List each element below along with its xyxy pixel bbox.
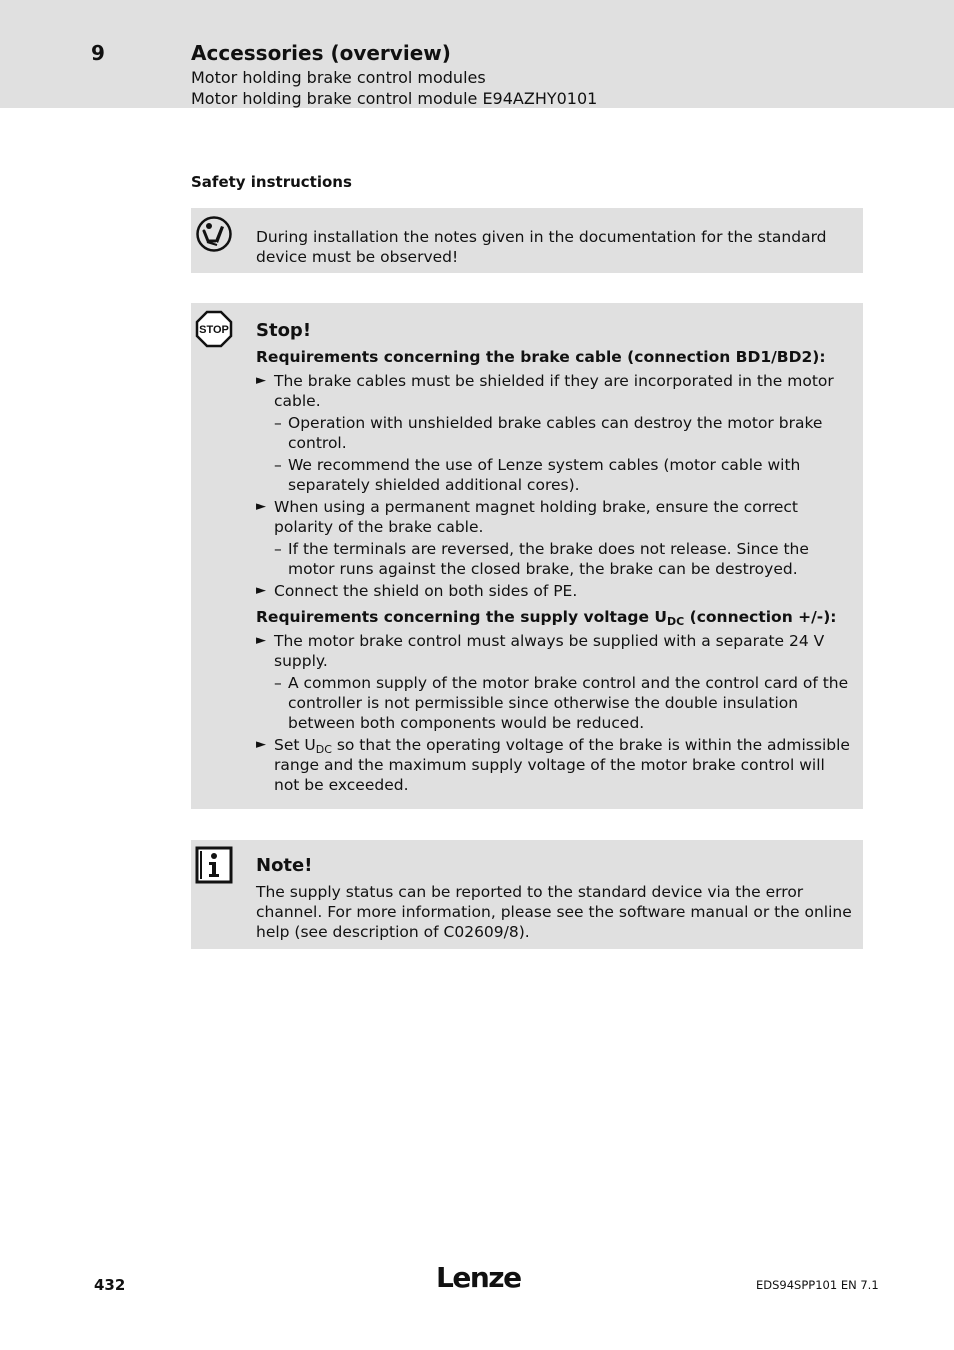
- info-box-text: During installation the notes given in the documentation for the standard device must be observed!: [256, 228, 827, 266]
- stop-heading: Stop!: [256, 320, 312, 341]
- list-item: ► When using a permanent magnet holding brake, ensure the correct polarity of the brake cable.: [256, 498, 798, 536]
- read-documentation-icon: [195, 215, 233, 257]
- info-box: [191, 208, 863, 273]
- bullet-arrow-icon: ►: [256, 633, 266, 648]
- list-item: ► The brake cables must be shielded if they are incorporated in the motor cable.: [256, 372, 834, 410]
- page-header: [0, 0, 954, 108]
- stop-box-content: [256, 319, 853, 797]
- info-icon: [195, 846, 233, 888]
- header-subtitle-2: Motor holding brake control module E94AZHY0101: [191, 89, 598, 108]
- chapter-number: 9: [91, 41, 105, 65]
- list-sub-item: – We recommend the use of Lenze system cables (motor cable with separately shielded additional cores).: [274, 456, 801, 494]
- stop-sign-label: STOP: [199, 324, 229, 336]
- note-text: The supply status can be reported to the standard device via the error channel. For more information, please see the software manual or the online help (see description of C02609/8).: [256, 883, 852, 941]
- stop-sign-icon: [195, 310, 233, 352]
- note-box: [191, 840, 863, 949]
- stop-box: [191, 303, 863, 809]
- bullet-arrow-icon: ►: [256, 737, 266, 752]
- requirements-supply-voltage-heading: Requirements concerning the supply voltage $U_{DC}$ (connection +/-):: [256, 608, 837, 628]
- header-subtitle-1: Motor holding brake control modules: [191, 68, 486, 87]
- bullet-arrow-icon: ►: [256, 373, 266, 388]
- document-id: EDS94SPP101 EN 7.1: [756, 1278, 879, 1292]
- list-sub-item: – If the terminals are reversed, the brake does not release. Since the motor runs against the closed brake, the brake can be destroyed.: [274, 540, 809, 578]
- bullet-arrow-icon: ►: [256, 583, 266, 598]
- bullet-arrow-icon: ►: [256, 499, 266, 514]
- list-item: ► Set $U_{DC}$ so that the operating voltage of the brake is within the admissible range and the maximum supply voltage of the motor brake control will not be exceeded.: [256, 736, 850, 794]
- chapter-title: Accessories (overview): [191, 41, 451, 65]
- requirements-brake-cable-heading: Requirements concerning the brake cable (connection BD1/BD2):: [256, 348, 826, 366]
- section-title: Safety instructions: [191, 173, 352, 191]
- lenze-logo: Lenze: [436, 1261, 521, 1294]
- list-item: ► The motor brake control must always be supplied with a separate 24 V supply.: [256, 632, 825, 670]
- note-heading: Note!: [256, 855, 313, 876]
- list-sub-item: – A common supply of the motor brake control and the control card of the controller is not permissible since otherwise the double insulation between both components would be reduced.: [274, 674, 849, 732]
- list-item: ► Connect the shield on both sides of PE.: [256, 582, 578, 600]
- note-box-content: [256, 854, 853, 942]
- page-number: 432: [94, 1276, 126, 1294]
- list-sub-item: – Operation with unshielded brake cables can destroy the motor brake control.: [274, 414, 823, 452]
